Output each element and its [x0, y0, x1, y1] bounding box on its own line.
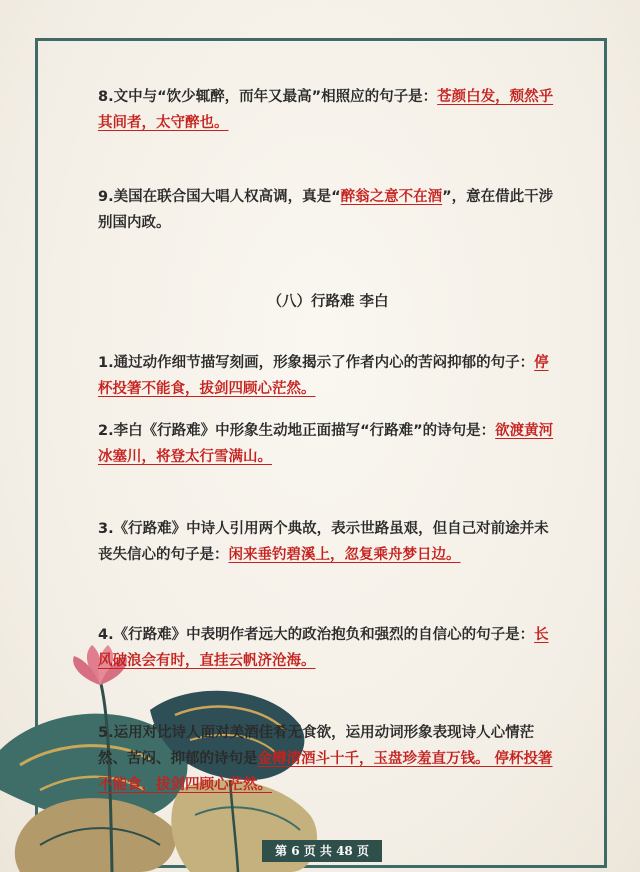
answer-text: 长风破浪会有时，直挂云帆济沧海。 [98, 627, 549, 669]
answer-text: 闲来垂钓碧溪上，忽复乘舟梦日边。 [228, 547, 461, 563]
question-5 [98, 720, 558, 798]
question-9 [98, 184, 558, 236]
question-4 [98, 622, 558, 674]
answer-text: 欲渡黄河冰塞川，将登太行雪满山。 [98, 423, 554, 465]
section-heading: （八）行路难 李白 [267, 294, 389, 310]
question-3 [98, 516, 558, 568]
answer-text: 醉翁之意不在酒 [340, 189, 443, 205]
question-1 [98, 350, 558, 402]
answer-text: 停杯投箸不能食，拔剑四顾心茫然。 [98, 355, 549, 397]
question-text: 4.《行路难》中表明作者远大的政治抱负和强烈的自信心的句子是： [98, 627, 535, 643]
question-text: 9.美国在联合国大唱人权高调，真是“ [98, 189, 341, 205]
answer-text: 金樽清酒斗十千，玉盘珍羞直万钱。 停杯投箸不能食，拔剑四顾心茫然。 [98, 751, 553, 793]
answer-text: 苍颜白发，颓然乎其间者，太守醉也。 [98, 89, 554, 131]
question-text: 5.运用对比诗人面对美酒佳肴无食欲，运用动词形象表现诗人心情茫然、苦闷、抑郁的诗句是 [98, 725, 535, 767]
question-text: 3.《行路难》中诗人引用两个典故，表示世路虽艰，但自己对前途并未丧失信心的句子是： [98, 521, 549, 563]
question-text: 1.通过动作细节描写刻画，形象揭示了作者内心的苦闷抑郁的句子： [98, 355, 535, 371]
page-number-footer: 第 6 页 共 48 页 [262, 840, 382, 862]
question-text: 8.文中与“饮少辄醉，而年又最高”相照应的句子是： [98, 89, 438, 105]
question-2 [98, 418, 558, 470]
question-tail: ”，意在借此干涉别国内政。 [98, 189, 554, 231]
question-8 [98, 84, 558, 136]
question-text: 2.李白《行路难》中形象生动地正面描写“行路难”的诗句是： [98, 423, 496, 439]
